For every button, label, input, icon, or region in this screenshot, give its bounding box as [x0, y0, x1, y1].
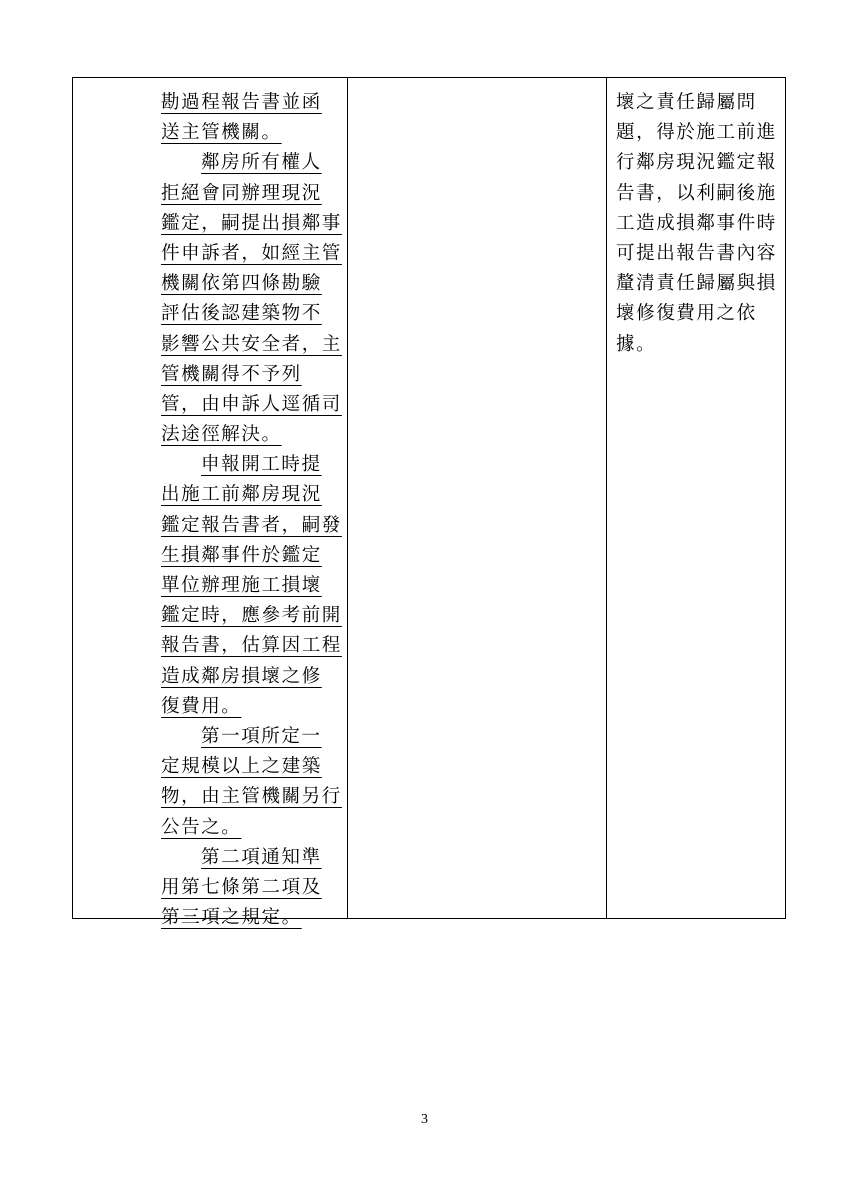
- amended-text-line: [161, 390, 347, 420]
- amended-text-line-content: 單位辦理施工損壞: [161, 575, 322, 596]
- amended-text-line-content: 第二項通知準: [201, 846, 322, 868]
- amended-text-line-content: 管，由申訴人逕循司: [161, 393, 342, 415]
- amended-text-line-content: 鑑定報告書者，嗣發: [161, 514, 342, 536]
- amended-text-line-content: 生損鄰事件於鑑定: [161, 544, 322, 566]
- explanation-text: [616, 88, 782, 360]
- amended-text-line-content: 法途徑解決。: [161, 424, 282, 446]
- amended-text-line: [161, 782, 347, 812]
- amended-text-line: [161, 330, 347, 360]
- amended-text-line: [161, 480, 347, 510]
- amended-text-line-content: 用第七條第二項及: [161, 876, 322, 898]
- amended-text-line-content: 送主管機關。: [161, 122, 282, 144]
- amended-text-line: [161, 209, 347, 239]
- amended-text-line: [161, 752, 347, 782]
- amended-text-line: [161, 692, 347, 722]
- explanation-text-line: 可提出報告書內容: [616, 242, 777, 264]
- amended-text-line: [161, 148, 347, 178]
- amended-text-line-content: 管機關得不予列: [161, 363, 302, 385]
- amended-text-line-content: 申報開工時提: [201, 454, 322, 476]
- column-divider-2: [606, 78, 607, 918]
- amended-text-line: [161, 903, 347, 933]
- explanation-text-line: 據。: [616, 333, 657, 355]
- amended-text-line-content: 影響公共安全者，主: [161, 333, 342, 355]
- page-number: 3: [421, 1112, 428, 1127]
- amended-text-line-content: 勘過程報告書並函: [161, 92, 322, 113]
- amended-text-line: [161, 541, 347, 571]
- amended-text-line-content: 鑑定，嗣提出損鄰事: [161, 212, 342, 234]
- column-divider-1: [347, 78, 348, 918]
- amended-text-line-content: 物，由主管機關另行: [161, 786, 342, 808]
- amended-text-line: [161, 179, 347, 209]
- amended-text-line: [161, 420, 347, 450]
- amended-text-line: [161, 843, 347, 873]
- amended-text-line-content: 定規模以上之建築: [161, 756, 322, 778]
- amended-text-line: [161, 450, 347, 480]
- explanation-text-line: 壞之責任歸屬問: [616, 92, 757, 113]
- amended-text-line: [161, 360, 347, 390]
- amended-text-line-content: 件申訴者，如經主管: [161, 242, 342, 264]
- amended-text-line-content: 評估後認建築物不: [161, 303, 322, 325]
- amended-text-line: [161, 239, 347, 269]
- amended-text-line-content: 拒絕會同辦理現況: [161, 182, 322, 204]
- amended-text-line-content: 第三項之規定。: [161, 907, 302, 929]
- amended-text-line: [161, 269, 347, 299]
- explanation-text-line: 告書，以利嗣後施: [616, 182, 777, 204]
- amended-text-line-content: 公告之。: [161, 816, 242, 838]
- amended-text-line-content: 造成鄰房損壞之修: [161, 665, 322, 687]
- explanation-text-line: 釐清責任歸屬與損: [616, 273, 777, 295]
- amended-text-line: [161, 873, 347, 903]
- amended-text-line-content: 機關依第四條勘驗: [161, 273, 322, 295]
- amended-text-line: [161, 813, 347, 843]
- explanation-text-line: 行鄰房現況鑑定報: [616, 152, 777, 174]
- amended-text-line: [161, 88, 347, 118]
- amended-text-line: [161, 571, 347, 601]
- amended-article-text: [161, 88, 347, 933]
- amended-text-line: [161, 511, 347, 541]
- amended-text-line: [161, 662, 347, 692]
- amended-text-line-content: 出施工前鄰房現況: [161, 484, 322, 506]
- amended-text-line: [161, 118, 347, 148]
- explanation-text-line: 工造成損鄰事件時: [616, 212, 777, 234]
- amended-text-line-content: 鄰房所有權人: [201, 152, 322, 174]
- amended-text-line-content: 報告書，估算因工程: [161, 635, 342, 657]
- amended-text-line-content: 第一項所定一: [201, 725, 322, 747]
- amended-text-line-content: 復費用。: [161, 695, 242, 717]
- amended-text-line-content: 鑑定時，應參考前開: [161, 605, 342, 627]
- amended-text-line: [161, 601, 347, 631]
- amended-text-line: [161, 722, 347, 752]
- amended-text-line: [161, 631, 347, 661]
- comparison-table: [72, 77, 786, 929]
- explanation-text-line: 題，得於施工前進: [616, 122, 777, 144]
- explanation-text-line: 壞修復費用之依: [616, 303, 757, 325]
- amended-text-line: [161, 299, 347, 329]
